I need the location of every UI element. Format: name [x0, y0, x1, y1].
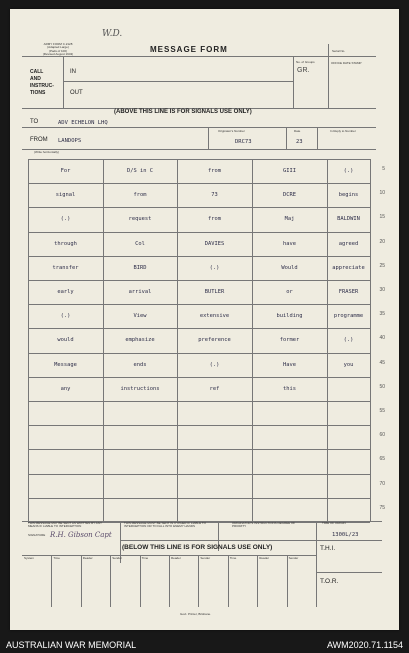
- below-line-text: (BELOW THIS LINE IS FOR SIGNALS USE ONLY): [122, 544, 273, 551]
- row-number: 20: [379, 238, 385, 245]
- grid-row-line: [28, 425, 370, 426]
- message-word-cell: request: [128, 216, 152, 223]
- message-word-cell: programme: [333, 313, 364, 320]
- army-form-line: ARMY FORM C.2128: [43, 42, 73, 46]
- from-label: FROM: [30, 137, 48, 143]
- groups-label: No. of Groups: [296, 60, 315, 64]
- message-word-cell: through: [54, 240, 77, 247]
- signals-column-label: Sender: [112, 556, 122, 560]
- orig-number-value: DRC73: [235, 139, 252, 145]
- grid-row-line: [28, 498, 370, 499]
- message-word-cell: any: [60, 385, 71, 392]
- grid-row-line: [28, 474, 370, 475]
- message-word-cell: preference: [198, 337, 231, 344]
- army-form-line: (Revised August 1943): [42, 52, 74, 57]
- above-line-text: (ABOVE THIS LINE IS FOR SIGNALS USE ONLY): [114, 109, 252, 115]
- row-number: 35: [379, 311, 385, 318]
- row-number: 30: [379, 287, 385, 293]
- from-value: LANDOPS: [58, 138, 82, 144]
- row-number: 65: [379, 456, 385, 463]
- message-word-cell: (.): [343, 337, 354, 344]
- tor-label: T.O.R.: [320, 578, 339, 585]
- row-number: 55: [379, 408, 385, 414]
- signals-column-label: Time: [229, 556, 237, 560]
- grid-row-line: [28, 207, 370, 208]
- out-label: OUT: [70, 90, 83, 96]
- message-word-cell: Have: [283, 361, 296, 368]
- message-word-cell: extensive: [199, 313, 230, 320]
- message-word-cell: would: [57, 337, 74, 344]
- grid-row-line: [28, 183, 370, 184]
- signals-column-label: Reader: [171, 556, 181, 560]
- printer-imprint: Govt. Printer, Brisbane.: [180, 612, 212, 616]
- message-word-cell: (.): [209, 361, 220, 368]
- signals-column-label: Sender: [288, 556, 299, 560]
- signals-column-line: [287, 555, 288, 607]
- message-word-cell: (.): [60, 216, 71, 223]
- message-word-cell: signal: [55, 192, 76, 199]
- footer-left: AUSTRALIAN WAR MEMORIAL: [6, 640, 137, 650]
- row-number: 15: [379, 214, 385, 221]
- thi-label: T.H.I.: [320, 545, 336, 552]
- signals-column-line: [140, 555, 141, 607]
- row-number: 75: [379, 504, 385, 511]
- grid-row-line: [28, 304, 370, 305]
- message-word-cell: ends: [133, 361, 147, 368]
- message-word-cell: View: [133, 313, 147, 320]
- in-cypher-text: THIS MESSAGE MUST BE SENT IN CYPHER IF LIABLE TO INTERCEPTION OR TO FALL INTO ENEMY HANDS: [124, 521, 206, 529]
- grid-row-line: [28, 159, 370, 160]
- message-word-cell: 73: [211, 192, 218, 199]
- signals-column-label: Reader: [259, 556, 270, 560]
- to-label: TO: [30, 119, 39, 125]
- signals-column-line: [81, 555, 82, 607]
- row-number: 45: [379, 359, 385, 366]
- row-number: 5: [382, 166, 385, 172]
- message-word-cell: emphasize: [125, 337, 155, 344]
- call-label: CALL AND INSTRUC- TIONS: [30, 69, 54, 96]
- grid-col-line: [370, 159, 371, 522]
- signals-column-line: [198, 555, 199, 607]
- signals-column-label: Time: [141, 556, 149, 560]
- army-form-line: (Adapted Large): [47, 45, 69, 50]
- row-number: 50: [379, 383, 385, 390]
- orig-instructions: ORIGINATOR'S INSTRUCTIONS DEGREE OF PRIORITY: [232, 521, 296, 529]
- army-form-line: (Pads of 100): [48, 48, 67, 53]
- message-word-cell: ref: [209, 385, 220, 392]
- handwritten-wd: W.D.: [102, 29, 123, 39]
- signals-column-line: [110, 555, 111, 607]
- date-label: Date: [294, 129, 301, 133]
- as-written-text: THIS MESSAGE MAY BE SENT AS WRITTEN BY ANY MEANS IF LIABLE TO INTERCEPTION: [28, 521, 102, 529]
- date-value: 23: [296, 139, 303, 145]
- reply-label: In Reply to Number: [330, 129, 356, 133]
- grid-row-line: [28, 449, 370, 450]
- row-number: 60: [379, 432, 385, 439]
- army-form-reference: [34, 43, 82, 57]
- message-word-cell: Col: [135, 240, 145, 247]
- message-word-cell: from: [208, 216, 221, 223]
- orig-number-label: Originator's Number: [218, 129, 245, 133]
- signature-label: SIGNATURE: [28, 533, 46, 537]
- message-word-cell: GIII: [283, 168, 296, 174]
- form-title: MESSAGE FORM: [150, 45, 228, 54]
- message-word-cell: you: [343, 361, 354, 368]
- message-word-cell: or: [286, 289, 293, 295]
- row-number: 40: [379, 335, 385, 342]
- message-word-cell: (.): [60, 313, 71, 320]
- time-of-origin-label: TIME OF ORIGIN: [322, 521, 346, 525]
- message-word-cell: transfer: [52, 264, 79, 271]
- grid-row-line: [28, 401, 370, 402]
- message-form-sheet: [10, 9, 399, 630]
- signals-column-line: [169, 555, 170, 607]
- serial-label: Serial No.: [332, 49, 346, 53]
- message-word-cell: DCRE: [283, 192, 296, 199]
- message-word-cell: have: [283, 240, 296, 247]
- message-word-cell: appreciate: [332, 264, 365, 271]
- message-word-cell: (.): [209, 264, 220, 271]
- message-word-cell: BUTLER: [204, 289, 225, 295]
- message-word-cell: BALDWIN: [337, 216, 360, 223]
- date-stamp-label: OFFICE DATE STAMP: [331, 61, 362, 65]
- signals-column-line: [228, 555, 229, 607]
- message-word-cell: instructions: [120, 385, 160, 392]
- message-word-cell: agreed: [338, 240, 359, 247]
- signals-column-line: [51, 555, 52, 607]
- row-number: 70: [379, 480, 385, 487]
- signals-column-label: Reader: [82, 556, 93, 560]
- message-word-cell: Message: [54, 361, 77, 368]
- message-word-cell: building: [276, 313, 303, 320]
- message-word-cell: DAVIES: [204, 240, 225, 247]
- grid-row-line: [28, 232, 370, 233]
- message-word-cell: (.): [343, 168, 354, 174]
- write-label: (Write horizontally): [34, 150, 59, 154]
- grid-row-line: [28, 280, 370, 281]
- message-word-cell: early: [57, 289, 74, 295]
- in-label: IN: [70, 69, 76, 75]
- message-word-cell: arrival: [128, 289, 152, 295]
- message-word-cell: begins: [338, 192, 359, 199]
- message-word-cell: BIRD: [133, 264, 147, 271]
- signals-column-label: System: [24, 556, 35, 560]
- message-word-cell: Would: [281, 264, 298, 271]
- row-number: 25: [379, 262, 385, 269]
- message-word-cell: D/S in C: [127, 168, 153, 174]
- row-number: 10: [379, 190, 385, 197]
- message-word-cell: For: [60, 168, 71, 174]
- signals-column-label: Sender: [200, 556, 211, 560]
- signals-column-line: [257, 555, 258, 607]
- signals-column-label: Time: [53, 556, 60, 560]
- footer-right: AWM2020.71.1154: [326, 640, 403, 650]
- to-value: ADV ECHELON LHQ: [58, 120, 108, 126]
- message-word-cell: former: [279, 337, 300, 344]
- message-word-cell: this: [283, 385, 296, 392]
- grid-row-line: [28, 377, 370, 378]
- message-word-cell: FRASER: [338, 289, 359, 295]
- time-of-origin-value: 1300L/23: [332, 532, 359, 538]
- message-word-cell: Maj: [284, 216, 295, 223]
- groups-value: GR.: [297, 67, 310, 74]
- message-word-cell: from: [133, 192, 147, 199]
- grid-row-line: [28, 256, 370, 257]
- signature-value: R.H. Gibson Capt: [50, 531, 112, 539]
- grid-row-line: [28, 328, 370, 329]
- grid-row-line: [28, 353, 370, 354]
- message-word-cell: from: [208, 168, 221, 174]
